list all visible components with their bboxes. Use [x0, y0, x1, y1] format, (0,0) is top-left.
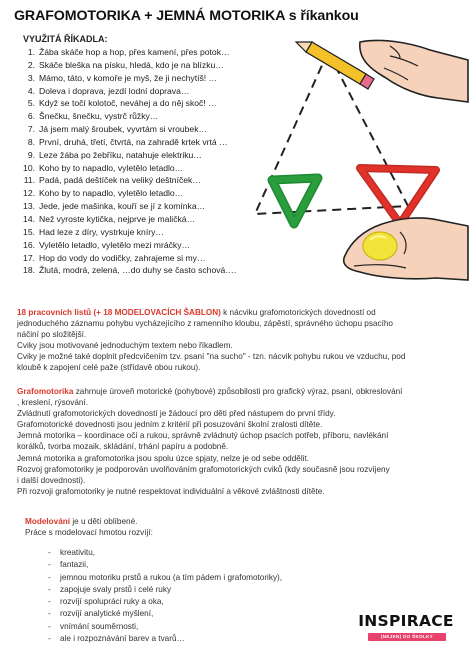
- bullet-dash: -: [48, 609, 51, 619]
- activity-text: rozvíjí spolupráci ruky a oka,: [60, 597, 164, 607]
- section-line: Rozvoj grafomotoriky je podporován uvolňováním grafomotorických cviků (kdy současně jsou rozvíjeny: [17, 464, 390, 474]
- section-line: Cviky je možné také doplnit předcvičením tzv. psaní "na sucho" - tzn. nácvik pohybu rukou ve vzduchu, pod: [17, 352, 406, 362]
- activity-item: [48, 608, 282, 620]
- hand-holding-ball-icon: [344, 218, 468, 280]
- rhyme-item: [20, 97, 236, 110]
- rhyme-text: Než vyroste kytička, nejprve je maličká…: [39, 213, 196, 224]
- rhyme-text: Padá, padá deštíček na veliký deštníček…: [39, 175, 201, 186]
- rhyme-number: 3.: [27, 72, 35, 83]
- activity-text: rozvíjí analytické myšlení,: [60, 609, 154, 619]
- activity-item: [48, 547, 282, 559]
- bullet-dash: -: [48, 621, 51, 631]
- rhyme-item: [20, 174, 236, 187]
- rhyme-number: 5.: [27, 98, 35, 109]
- modelovani-highlight: Modelování: [25, 517, 71, 526]
- hand-drawing-triangle-icon: [296, 40, 468, 102]
- rhyme-text: Had leze z díry, vystrkuje kníry…: [39, 226, 164, 237]
- rhyme-text: Jede, jede mašinka, kouří se jí z komínka…: [39, 201, 206, 212]
- rhyme-item: [20, 136, 236, 149]
- rhyme-text: Žába skáče hop a hop, přes kamení, přes potok…: [39, 47, 230, 57]
- rhyme-number: 12.: [23, 188, 35, 199]
- activity-item: [48, 596, 282, 608]
- page-title: GRAFOMOTORIKA + JEMNÁ MOTORIKA s říkankou: [14, 8, 359, 24]
- rhymes-heading: VYUŽITÁ ŘÍKADLA:: [23, 34, 108, 44]
- brand-logo: [350, 612, 462, 642]
- rhymes-list: [20, 46, 236, 277]
- rhyme-text: Já jsem malý šroubek, vyvrtám si vroubek…: [39, 124, 208, 135]
- rhyme-item: [20, 72, 236, 85]
- section-grafomotorika: [17, 386, 402, 497]
- rhyme-number: 7.: [27, 124, 35, 135]
- bullet-dash: -: [48, 634, 51, 644]
- rhyme-number: 4.: [27, 85, 35, 96]
- activity-text: ale i rozpoznávání barev a tvarů…: [60, 634, 185, 644]
- section-line: zahrnuje úroveň motorické (pohybové) způsobilosti pro grafický výraz, psaní, obkreslování: [75, 387, 403, 396]
- section-line: , kreslení, rýsování.: [17, 398, 88, 408]
- section-line: kloubě k zapojení celé paže (střídavě obou rukou).: [17, 363, 201, 373]
- rhyme-number: 14.: [23, 213, 35, 224]
- rhyme-number: 18.: [23, 265, 35, 276]
- activity-item: [48, 572, 282, 584]
- activity-text: vnímání souměrnosti,: [60, 621, 139, 631]
- bullet-dash: -: [48, 597, 51, 607]
- rhyme-item: [20, 264, 236, 277]
- rhyme-number: 11.: [23, 175, 35, 186]
- activity-item: [48, 633, 282, 645]
- activity-text: jemnou motoriku prstů a rukou (a tím pádem i grafomotoriky),: [60, 572, 283, 582]
- rhyme-number: 16.: [23, 239, 35, 250]
- grafomotorika-highlight: Grafomotorika: [17, 387, 74, 396]
- rhyme-text: Hop do vody do vodičky, zahrajeme si my…: [39, 252, 206, 263]
- section-modelovani: [25, 516, 153, 538]
- rhyme-item: [20, 213, 236, 226]
- rhyme-item: [20, 239, 236, 252]
- section-line: Jemná motorika – koordinace očí a rukou, správně zvládnutý úchop psacích potřeb, příboru, navlékání: [17, 431, 389, 441]
- rhyme-number: 15.: [23, 226, 35, 237]
- section-line: Grafomotorické dovednosti jsou jedním z kritérií při posuzování školní zralosti dítěte.: [17, 420, 323, 430]
- bullet-dash: -: [48, 572, 51, 582]
- section-line: jednoduchého záznamu pohybu vycházejícího z ramenního kloubu, zápěstí, správného úchopu psacího: [17, 319, 393, 329]
- rhyme-number: 10.: [23, 162, 35, 173]
- worksheets-highlight: 18 pracovních listů (+ 18 MODELOVACÍCH ŠABLON): [17, 308, 221, 317]
- rhyme-text: Doleva i doprava, jezdí lodní doprava…: [39, 85, 190, 96]
- bullet-dash: -: [48, 584, 51, 594]
- section-line: je u dětí oblíbené.: [72, 517, 138, 526]
- section-line: Zvládnutí grafomotorických dovedností je žádoucí pro děti před nástupem do první třídy.: [17, 409, 336, 419]
- section-line: Cviky jsou motivované jednoduchým textem nebo říkadlem.: [17, 341, 233, 351]
- activity-text: fantazii,: [60, 560, 89, 570]
- section-intro: Práce s modelovací hmotou rozvíjí:: [25, 528, 153, 538]
- rhyme-number: 9.: [27, 149, 35, 160]
- rhyme-number: 6.: [27, 111, 35, 122]
- rhyme-item: [20, 85, 236, 98]
- rhyme-text: První, druhá, třetí, čtvrtá, na zahradě krtek vrtá …: [39, 136, 228, 147]
- rhyme-item: [20, 187, 236, 200]
- activity-text: zapojuje svaly prstů i celé ruky: [60, 584, 172, 594]
- rhyme-text: Když se točí kolotoč, neváhej a do něj skoč! …: [39, 98, 217, 109]
- section-line: Jemná motorika a grafomotorika jsou spolu úzce spjaty, nelze je od sebe oddělit.: [17, 453, 310, 463]
- rhyme-item: [20, 123, 236, 136]
- rhyme-text: Leze žába po žebříku, natahuje elektriku…: [39, 149, 202, 160]
- activities-list: [48, 547, 282, 645]
- rhyme-number: 13.: [23, 201, 35, 212]
- section-line: k nácviku grafomotorických dovedností od: [223, 308, 376, 317]
- rhyme-item: [20, 252, 236, 265]
- rhyme-item: [20, 162, 236, 175]
- rhyme-item: [20, 226, 236, 239]
- rhyme-item: [20, 110, 236, 123]
- activity-item: [48, 559, 282, 571]
- activity-item: [48, 584, 282, 596]
- rhyme-number: 2.: [27, 59, 35, 70]
- rhyme-text: Žlutá, modrá, zelená, …do duhy se často schová….: [39, 265, 237, 276]
- activity-text: kreativitu,: [60, 548, 96, 557]
- rhyme-text: Šnečku, šnečku, vystrč růžky…: [39, 111, 159, 122]
- illustration: [240, 28, 470, 290]
- rhyme-item: [20, 46, 236, 59]
- plasticine-triangles-icon: [272, 168, 436, 224]
- bullet-dash: -: [48, 548, 51, 557]
- brand-tagline: (NEJEN) DO ŠKOLKY: [380, 634, 434, 639]
- rhyme-item: [20, 59, 236, 72]
- rhyme-text: Koho by to napadlo, vyletělo letadlo…: [39, 188, 184, 199]
- rhyme-number: 8.: [27, 136, 35, 147]
- rhyme-item: [20, 200, 236, 213]
- rhyme-text: Mámo, táto, v komoře je myš, že ji nechytíš! …: [39, 72, 218, 83]
- section-line: korálků, tvorba mozaik, skládání, trhání papíru a podobně.: [17, 442, 229, 452]
- brand-name: INSPIRACE: [358, 612, 454, 630]
- section-line: náčiní po složitější.: [17, 330, 87, 340]
- rhyme-text: Vyletělo letadlo, vyletělo mezi mráčky…: [39, 239, 191, 250]
- section-worksheets: [17, 307, 405, 374]
- rhyme-item: [20, 149, 236, 162]
- rhyme-text: Koho by to napadlo, vyletělo letadlo…: [39, 162, 184, 173]
- bullet-dash: -: [48, 560, 51, 570]
- section-line: Při rozvoji grafomotoriky je nutné respektovat individuální a věkové zvláštnosti dítěte.: [17, 486, 325, 496]
- rhyme-number: 1.: [27, 47, 35, 57]
- rhyme-number: 17.: [23, 252, 35, 263]
- section-line: i další dovednosti).: [17, 475, 86, 485]
- rhyme-text: Skáče bleška na písku, hledá, kdo je na blízku…: [39, 59, 224, 70]
- activity-item: [48, 621, 282, 633]
